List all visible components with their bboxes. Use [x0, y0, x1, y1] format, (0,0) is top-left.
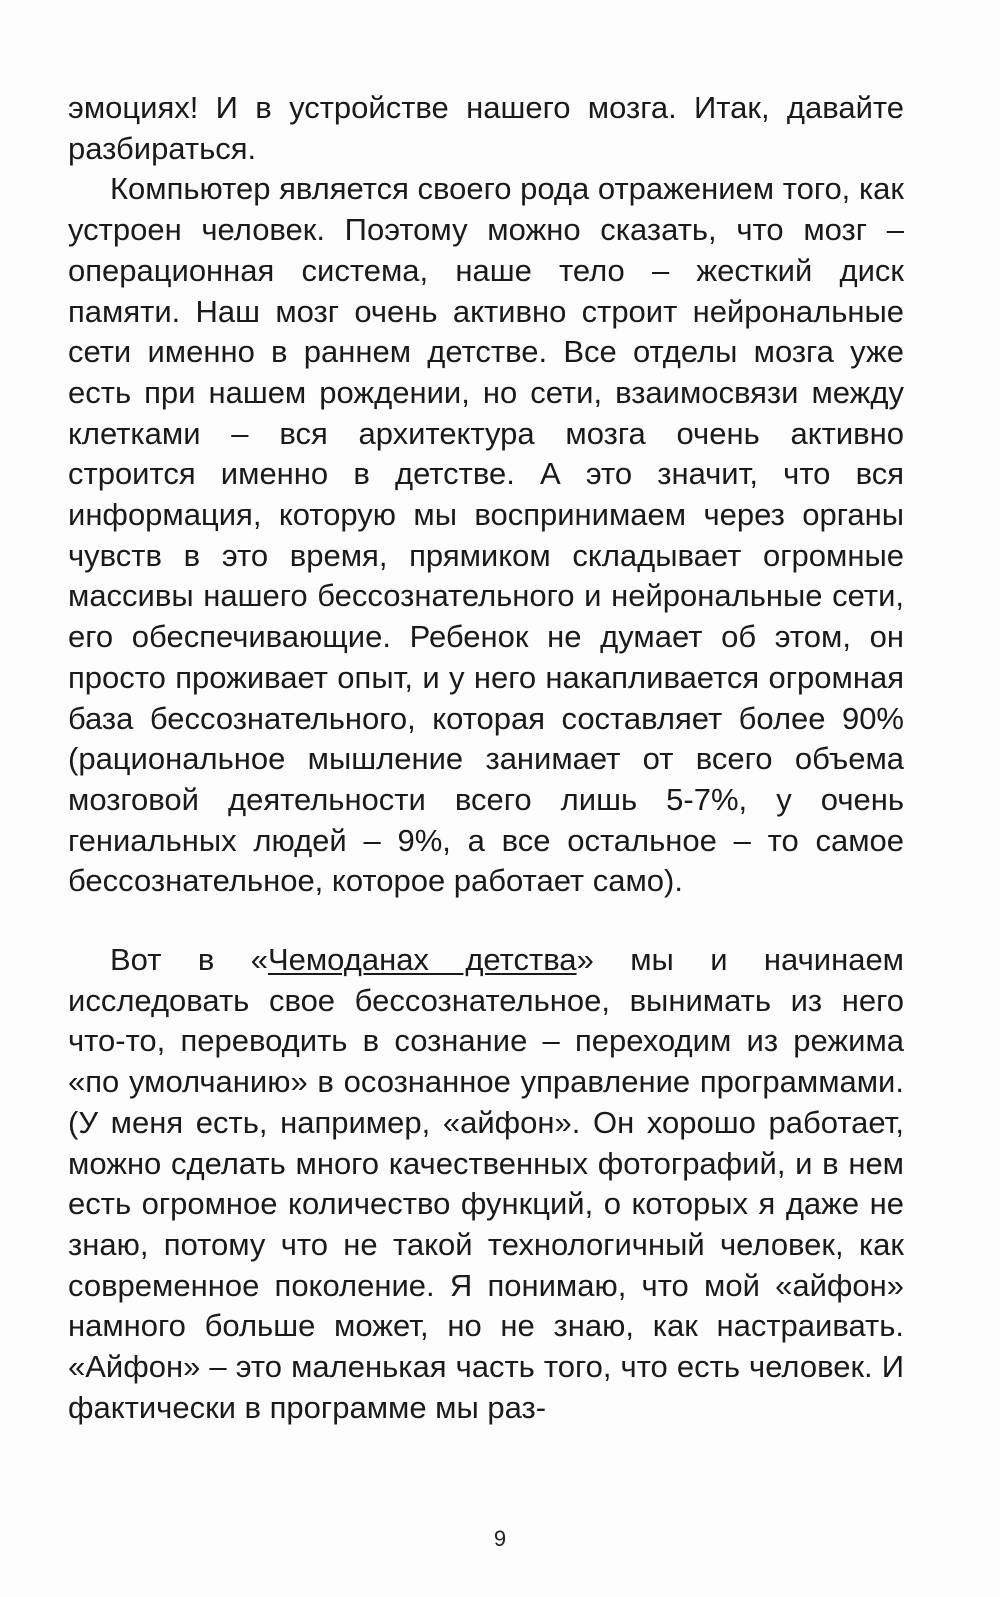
paragraph-computer-analogy: Компьютер является своего рода отражением того, как устроен человек. Поэтому можно сказать, что мозг – операционная система, наше тело – жесткий диск памяти. Наш мозг очень активно строит нейрональные сети именно в раннем детстве. Все отделы мозга уже есть при нашем рождении, но сети, взаимосвязи между клетками – вся архитектура мозга очень активно строится именно в детстве. А это значит, что вся информация, которую мы воспринимаем через органы чувств в это время, прямиком складывает огромные массивы нашего бессознательного и нейрональные сети, его обеспечивающие. Ребенок не думает об этом, он просто проживает опыт, и у него накапливается огромная база бессознательного, которая составляет более 90% (рациональное мышление занимает от всего объема мозговой деятельности всего лишь 5-7%, у очень гениальных людей – 9%, а все остальное – то самое бессознательное, которое работает само).: [68, 171, 904, 899]
paragraph-continuation: эмоциях! И в устройстве нашего мозга. Итак, давайте разбираться.: [68, 90, 904, 166]
program-title-link: Чемоданах детства: [267, 942, 577, 977]
page-number: 9: [493, 1526, 507, 1551]
text-block-lower: [68, 940, 904, 1428]
paragraph-prefix: Вот в «: [110, 942, 268, 977]
paragraph-body: » мы и начинаем исследовать свое бессознательное, вынимать из него что-то, переводить в сознание – переходим из режима «по умолчанию» в осознанное управление программами. (У меня есть, например, «айфон». Он хорошо работает, можно сделать много качественных фотографий, и в нем есть огромное количество функций, о которых я даже не знаю, потому что не такой технологичный человек, как современное поколение. Я понимаю, что мой «айфон» намного больше может, но не знаю, как настраивать. «Айфон» – это маленькая часть того, что есть человек. И фактически в программе мы раз-: [68, 942, 904, 1425]
text-block-upper: [68, 88, 904, 902]
paragraph-suitcases-of-childhood: [68, 940, 904, 1428]
